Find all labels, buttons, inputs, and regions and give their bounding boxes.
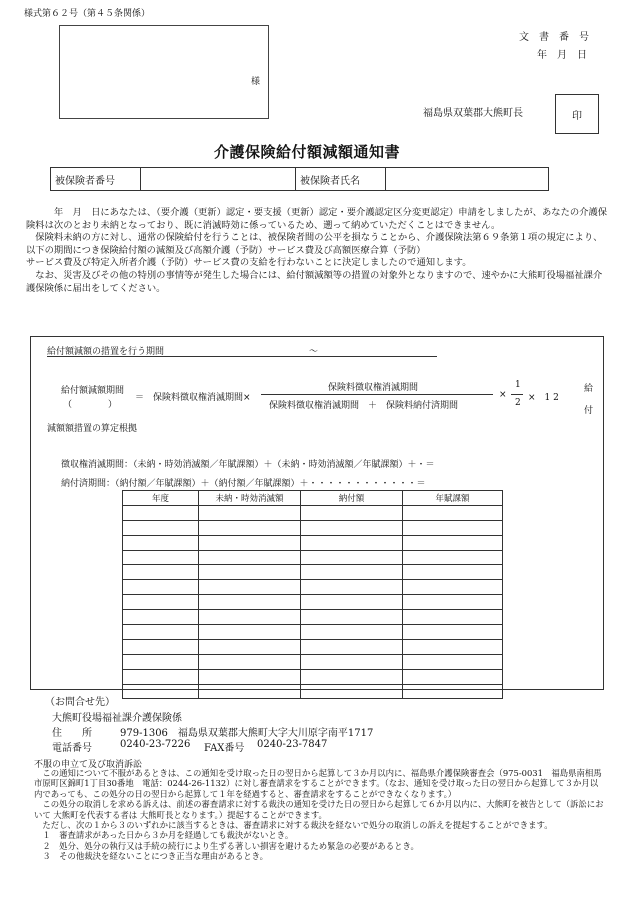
recipient-address-box [59, 25, 269, 119]
table-cell [403, 669, 503, 684]
table-cell [403, 520, 503, 535]
formula-equals: ＝ 保険料徴収権消滅期間× [135, 393, 251, 403]
table-header-paid: 納付額 [301, 491, 403, 506]
contact-heading: （お問合せ先） [45, 697, 115, 708]
table-cell [199, 595, 301, 610]
side-label-top: 給 [584, 384, 594, 394]
table-cell [123, 580, 199, 595]
appeal-list-item: ３ その他裁決を経ないことにつき正当な理由があるとき。 [34, 851, 268, 862]
contact-fax: 0240-23-7847 [257, 739, 328, 750]
table-row [123, 565, 503, 580]
table-header-annual: 年賦課額 [403, 491, 503, 506]
table-cell [301, 610, 403, 625]
table-row [123, 580, 503, 595]
table-cell [301, 595, 403, 610]
period-separator: 〜 [309, 347, 319, 357]
table-row [123, 520, 503, 535]
seal-box: 印 [555, 94, 599, 134]
table-cell [301, 684, 403, 699]
formula-lhs-bottom: （ ） [63, 400, 118, 410]
table-cell [301, 550, 403, 565]
issuer-name: 福島県双葉郡大熊町長 [423, 108, 523, 119]
insured-name-label: 被保険者氏名 [296, 168, 386, 191]
table-row [123, 639, 503, 654]
table-cell [123, 565, 199, 580]
table-cell [123, 669, 199, 684]
issue-date: 年 月 日 [537, 50, 587, 61]
half-numerator: 1 [515, 380, 521, 390]
table-cell [123, 639, 199, 654]
table-cell [123, 625, 199, 640]
period-underline [47, 356, 437, 357]
document-number-label: 文 書 番 号 [519, 32, 589, 43]
table-cell [301, 654, 403, 669]
table-cell [123, 684, 199, 699]
contact-address-label: 住 所 [52, 728, 92, 739]
table-cell [301, 639, 403, 654]
times-sign: × [499, 390, 507, 400]
table-cell [403, 580, 503, 595]
form-number: 様式第６２号（第４５条関係） [24, 9, 151, 19]
table-cell [123, 610, 199, 625]
appeal-paragraph: この処分の取消しを求める訴えは、前述の審査請求に対する裁決の通知を受けた日の翌日から起算して６か月以内に、大熊町を被告として（訴訟において 大熊町を代表する者は 大熊町長となります。）提起することができます。 [34, 799, 604, 820]
table-cell [403, 595, 503, 610]
table-cell [403, 684, 503, 699]
table-cell [301, 669, 403, 684]
appeal-paragraph: この通知について不服があるときは、この通知を受け取った日の翌日から起算して３か月以内に、福島県介護保険審査会（975-0031 福島県南相馬市原町区錦町1丁目30番地 電話：0244-26-1132）に対し審査請求をすることができます。（なお、通知を受け取った日の翌日から起算して３か月以内であっても、この処分の日の翌日から起算して１年を経過すると、審査請求をすることができなくなります。） [34, 768, 602, 799]
table-cell [301, 535, 403, 550]
basis-line-1: 徴収権消滅期間：（未納・時効消滅額／年賦課額）＋（未納・時効消滅額／年賦課額）＋・＝ [61, 460, 435, 470]
formula-lhs-top: 給付額減額期間 [61, 386, 125, 396]
table-cell [403, 639, 503, 654]
table-row [123, 610, 503, 625]
table-header-row [123, 491, 503, 506]
appeal-list-item: １ 審査請求があった日から３か月を経過しても裁決がないとき。 [34, 830, 294, 841]
times-twelve: × 1 2 [528, 393, 559, 403]
table-row [123, 595, 503, 610]
table-cell [123, 535, 199, 550]
table-row [123, 505, 503, 520]
table-cell [403, 550, 503, 565]
table-row [123, 654, 503, 669]
table-cell [199, 565, 301, 580]
table-cell [403, 565, 503, 580]
table-row [123, 625, 503, 640]
calculation-table [122, 490, 503, 699]
table-cell [199, 550, 301, 565]
appeal-section [34, 768, 606, 862]
table-row [123, 684, 503, 699]
table-cell [199, 654, 301, 669]
body-paragraph: サービス費及び特定入所者介護（予防）サービス費の支給を行わないことに決定しましたので通知します。 [26, 257, 472, 269]
table-cell [123, 550, 199, 565]
table-cell [123, 595, 199, 610]
body-paragraph: 保険料未納の方に対し、通常の保険給付を行うことは、被保険者間の公平を損なうことから、介護保険法第６９条第１項の規定により、以下の期間につき保険給付額の減額及び高額介護（予防）サービス費及び高額医療合算（予防） [26, 232, 603, 256]
table-cell [199, 505, 301, 520]
notice-body [26, 207, 608, 295]
table-cell [199, 639, 301, 654]
side-label-bottom: 付 [584, 406, 594, 416]
half-denominator: 2 [515, 398, 521, 408]
table-cell [123, 520, 199, 535]
table-cell [403, 625, 503, 640]
period-label: 給付額減額の措置を行う期間 [47, 347, 165, 357]
table-cell [403, 505, 503, 520]
fraction-denominator: 保険料徴収権消滅期間 ＋ 保険料納付済期間 [269, 401, 459, 411]
table-cell [403, 610, 503, 625]
table-cell [199, 520, 301, 535]
insured-id-table [50, 167, 549, 191]
table-cell [301, 505, 403, 520]
table-cell [199, 669, 301, 684]
table-row [123, 669, 503, 684]
table-cell [199, 625, 301, 640]
body-paragraph: なお、災害及びその他の特別の事情等が発生した場合には、給付額減額等の措置の対象外となりますので、速やかに大熊町役場福祉課介護保険係に届出をしてください。 [26, 269, 603, 294]
table-cell [123, 505, 199, 520]
table-cell [301, 565, 403, 580]
table-cell [123, 654, 199, 669]
fraction-numerator: 保険料徴収権消滅期間 [328, 383, 419, 393]
contact-phone-label: 電話番号 [52, 743, 92, 754]
basis-label: 減額額措置の算定根拠 [47, 424, 138, 434]
contact-department: 大熊町役場福祉課介護保険係 [52, 713, 182, 724]
table-header-year: 年度 [123, 491, 199, 506]
body-paragraph: 年 月 日にあなたは、（要介護（更新）認定・要支援（更新）認定・要介護認定区分変更認定）申請をしましたが、あなたの介護保険料は次のとおり未納となっており、既に消滅時効に係っているため、遡って納めていただくことはできません。 [26, 207, 608, 231]
table-cell [199, 535, 301, 550]
document-title: 介護保険給付額減額通知書 [214, 143, 401, 161]
table-cell [301, 520, 403, 535]
table-row [123, 550, 503, 565]
table-cell [301, 580, 403, 595]
table-cell [403, 535, 503, 550]
half-fraction-bar [511, 394, 523, 395]
basis-line-2: 納付済期間：（納付額／年賦課額）＋（納付額／年賦課額）＋・・・・・・・・・・・・＝ [61, 479, 426, 489]
table-header-unpaid: 未納・時効消滅額 [199, 491, 301, 506]
contact-address: 979-1306 福島県双葉郡大熊町大字大川原字南平1717 [120, 728, 374, 739]
appeal-paragraph: ただし、次の１から３のいずれかに該当するときは、審査請求に対する裁決を経ないで処分の取消しの訴えを提起することができます。 [34, 820, 553, 831]
table-row [123, 535, 503, 550]
insured-number-label: 被保険者番号 [51, 168, 141, 191]
contact-fax-label: FAX番号 [204, 743, 245, 754]
recipient-honorific: 様 [250, 77, 260, 87]
table-cell [199, 610, 301, 625]
appeal-heading: 不服の申立て及び取消訴訟 [34, 760, 143, 770]
insured-name-value [386, 168, 549, 191]
table-cell [301, 625, 403, 640]
table-cell [199, 684, 301, 699]
table-cell [199, 580, 301, 595]
insured-number-value [141, 168, 296, 191]
table-cell [403, 654, 503, 669]
contact-phone: 0240-23-7226 [120, 739, 191, 750]
appeal-list-item: ２ 処分、処分の執行又は手続の続行により生ずる著しい損害を避けるため緊急の必要があるとき。 [34, 840, 419, 851]
fraction-bar [261, 394, 493, 395]
